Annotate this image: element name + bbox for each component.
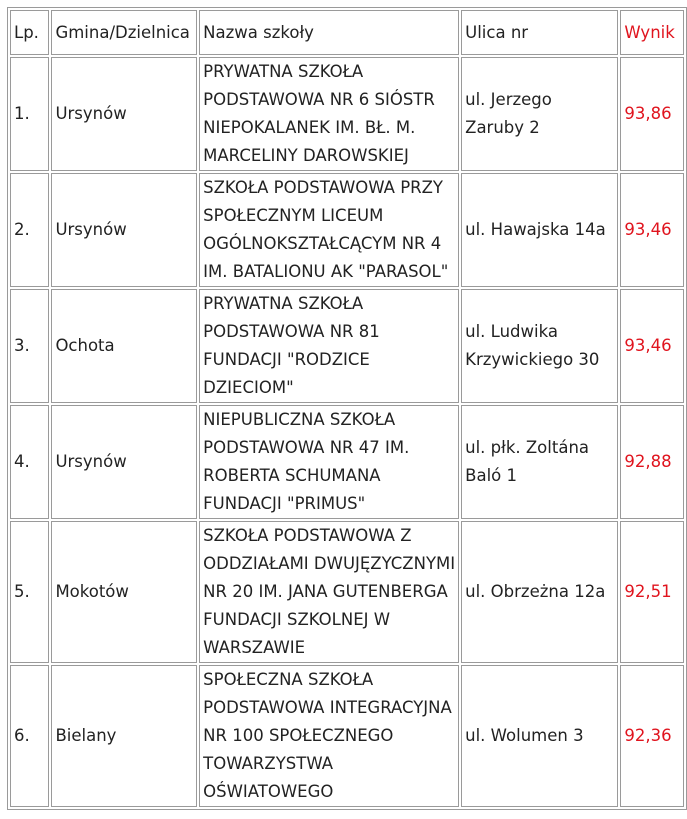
street-line: Zaruby 2 (465, 118, 540, 137)
cell-lp: 6. (10, 665, 49, 807)
school-name-line: ODDZIAŁAMI DWUJĘZYCZNYMI (203, 554, 456, 573)
street-line: ul. Wolumen 3 (465, 726, 584, 745)
cell-school-name (199, 173, 459, 287)
cell-score: 92,51 (620, 521, 684, 663)
header-school-name: Nazwa szkoły (199, 10, 459, 55)
school-name-line: NR 100 SPOŁECZNEGO (203, 726, 394, 745)
school-name-line: PRYWATNA SZKOŁA (203, 294, 364, 313)
street-line: ul. Ludwika (465, 322, 558, 341)
cell-score: 93,46 (620, 289, 684, 403)
school-name-line: NIEPOKALANEK IM. BŁ. M. (203, 118, 416, 137)
cell-school-name (199, 405, 459, 519)
school-ranking-table (7, 7, 687, 810)
cell-lp: 4. (10, 405, 49, 519)
cell-gmina: Ursynów (51, 405, 197, 519)
cell-street (461, 405, 618, 519)
school-name-line: DZIECIOM" (203, 378, 294, 397)
cell-lp: 5. (10, 521, 49, 663)
ranking-table-container (7, 7, 687, 810)
street-line: ul. Jerzego (465, 90, 552, 109)
cell-school-name (199, 57, 459, 171)
cell-lp: 2. (10, 173, 49, 287)
school-name-line: NR 20 IM. JANA GUTENBERGA (203, 582, 448, 601)
school-name-line: FUNDACJI SZKOLNEJ W (203, 610, 391, 629)
school-name-line: WARSZAWIE (203, 638, 306, 657)
header-score: Wynik (620, 10, 684, 55)
school-name-line: FUNDACJI "RODZICE (203, 350, 370, 369)
cell-street (461, 521, 618, 663)
school-name-line: OŚWIATOWEGO (203, 782, 334, 801)
school-name-line: PODSTAWOWA NR 81 (203, 322, 380, 341)
cell-street (461, 665, 618, 807)
cell-gmina: Ochota (51, 289, 197, 403)
school-name-line: TOWARZYSTWA (203, 754, 334, 773)
cell-score: 93,46 (620, 173, 684, 287)
table-row (10, 665, 684, 807)
school-name-line: SZKOŁA PODSTAWOWA Z (203, 526, 412, 545)
school-name-line: PODSTAWOWA INTEGRACYJNA (203, 698, 452, 717)
cell-school-name (199, 289, 459, 403)
cell-gmina: Bielany (51, 665, 197, 807)
cell-street (461, 289, 618, 403)
school-name-line: OGÓLNOKSZTAŁCĄCYM NR 4 (203, 234, 442, 253)
cell-score: 92,88 (620, 405, 684, 519)
school-name-line: PODSTAWOWA NR 6 SIÓSTR (203, 90, 435, 109)
cell-school-name (199, 665, 459, 807)
header-street: Ulica nr (461, 10, 618, 55)
school-name-line: MARCELINY DAROWSKIEJ (203, 146, 409, 165)
cell-lp: 3. (10, 289, 49, 403)
cell-gmina: Ursynów (51, 173, 197, 287)
street-line: ul. płk. Zoltána (465, 438, 590, 457)
school-name-line: SPOŁECZNYM LICEUM (203, 206, 384, 225)
school-name-line: ROBERTA SCHUMANA (203, 466, 381, 485)
school-name-line: PODSTAWOWA NR 47 IM. (203, 438, 410, 457)
header-row (10, 10, 684, 55)
school-name-line: SZKOŁA PODSTAWOWA PRZY (203, 178, 443, 197)
table-row (10, 289, 684, 403)
table-row (10, 405, 684, 519)
cell-gmina: Mokotów (51, 521, 197, 663)
school-name-line: PRYWATNA SZKOŁA (203, 62, 364, 81)
cell-street (461, 173, 618, 287)
table-row (10, 521, 684, 663)
street-line: Krzywickiego 30 (465, 350, 600, 369)
school-name-line: IM. BATALIONU AK "PARASOL" (203, 262, 449, 281)
table-row (10, 57, 684, 171)
street-line: Baló 1 (465, 466, 517, 485)
cell-lp: 1. (10, 57, 49, 171)
street-line: ul. Hawajska 14a (465, 220, 606, 239)
cell-gmina: Ursynów (51, 57, 197, 171)
cell-score: 93,86 (620, 57, 684, 171)
header-lp: Lp. (10, 10, 49, 55)
school-name-line: NIEPUBLICZNA SZKOŁA (203, 410, 396, 429)
header-gmina: Gmina/Dzielnica (51, 10, 197, 55)
school-name-line: FUNDACJI "PRIMUS" (203, 494, 366, 513)
street-line: ul. Obrzeżna 12a (465, 582, 606, 601)
cell-score: 92,36 (620, 665, 684, 807)
cell-street (461, 57, 618, 171)
cell-school-name (199, 521, 459, 663)
table-row (10, 173, 684, 287)
school-name-line: SPOŁECZNA SZKOŁA (203, 670, 374, 689)
